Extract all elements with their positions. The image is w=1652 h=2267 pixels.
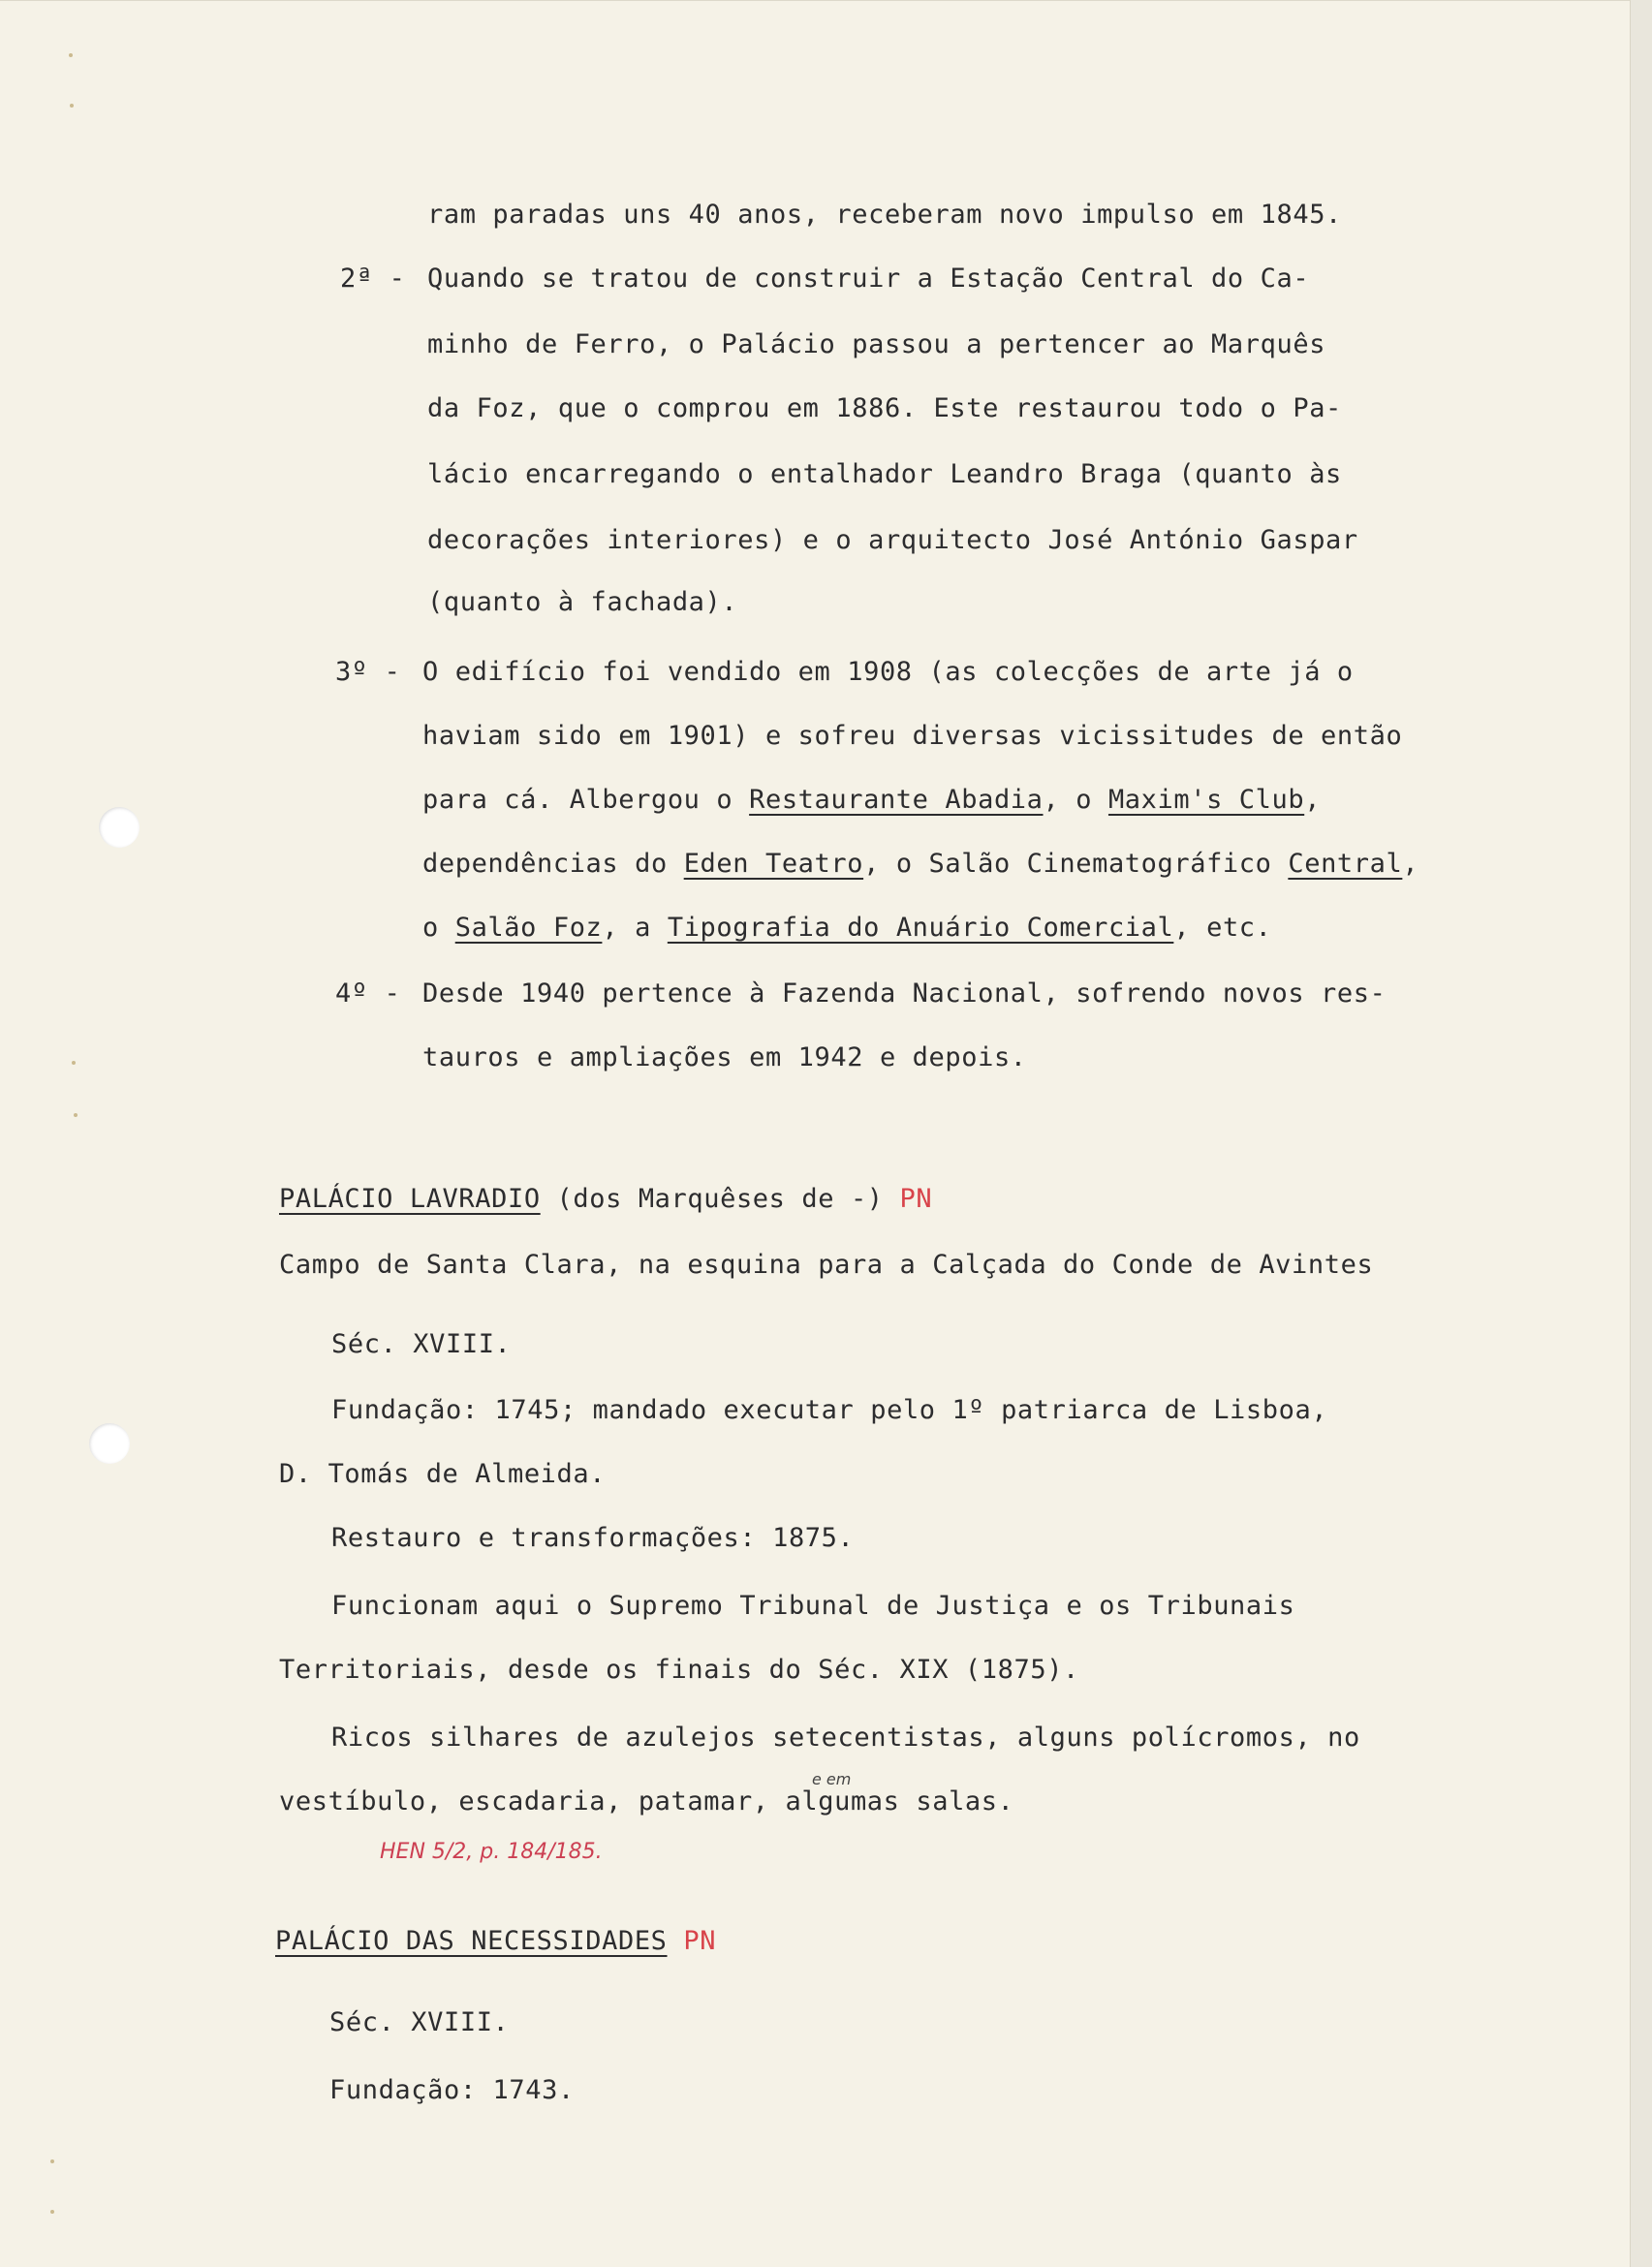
- heading-subtitle: (dos Marquêses de -): [540, 1184, 900, 1214]
- continuation-line: ram paradas uns 40 anos, receberam novo impulso em 1845.: [427, 200, 1342, 230]
- text: , o: [1043, 785, 1108, 815]
- item-3-line: [422, 848, 1418, 881]
- function-line: Funcionam aqui o Supremo Tribunal de Justiça e os Tribunais: [331, 1591, 1295, 1621]
- item-3-marker: 3º -: [335, 657, 401, 687]
- foundation-line: Fundação: 1743.: [329, 2075, 575, 2105]
- century-line: Séc. XVIII.: [331, 1329, 512, 1359]
- item-2-line: da Foz, que o comprou em 1886. Este restaurou todo o Pa-: [427, 393, 1342, 423]
- item-4-marker: 4º -: [335, 978, 401, 1009]
- item-2-line: (quanto à fachada).: [427, 587, 738, 617]
- item-3-line: [422, 912, 1272, 945]
- item-3-line: haviam sido em 1901) e sofreu diversas vicissitudes de então: [422, 721, 1403, 751]
- item-3-line: [422, 784, 1321, 817]
- underlined-name: Central: [1288, 849, 1403, 879]
- pn-tag: PN: [683, 1926, 717, 1956]
- item-2-marker: 2ª -: [340, 264, 406, 294]
- punch-hole-top: [99, 807, 140, 848]
- underlined-name: Salão Foz: [454, 913, 603, 943]
- century-line: Séc. XVIII.: [329, 2007, 510, 2037]
- text: ,: [1304, 785, 1322, 815]
- text: , etc.: [1173, 913, 1272, 943]
- paper-speck: [50, 2210, 54, 2214]
- item-4-line: tauros e ampliações em 1942 e depois.: [422, 1042, 1027, 1072]
- foundation-line: D. Tomás de Almeida.: [279, 1459, 607, 1489]
- text: , a: [602, 913, 668, 943]
- underlined-name: Restaurante Abadia: [749, 785, 1044, 815]
- tiles-line: vestíbulo, escadaria, patamar, algumas salas.: [279, 1786, 1014, 1817]
- item-2-line: minho de Ferro, o Palácio passou a pertencer ao Marquês: [427, 329, 1326, 359]
- address-line: Campo de Santa Clara, na esquina para a Calçada do Conde de Avintes: [279, 1250, 1374, 1280]
- heading-spacer: [668, 1926, 684, 1956]
- paper-speck: [72, 1061, 76, 1065]
- paper-speck: [69, 53, 73, 57]
- punch-hole-bottom: [89, 1423, 130, 1464]
- paper-speck: [70, 104, 74, 108]
- heading-title: PALÁCIO LAVRADIO: [279, 1184, 541, 1214]
- paper-speck: [50, 2159, 54, 2163]
- handwritten-reference: HEN 5/2, p. 184/185.: [380, 1840, 603, 1864]
- function-line: Territoriais, desde os finais do Séc. XIX (1875).: [279, 1655, 1079, 1685]
- heading-title: PALÁCIO DAS NECESSIDADES: [275, 1926, 668, 1956]
- handwritten-insertion: e em: [812, 1770, 852, 1788]
- text: , o Salão Cinematográfico: [863, 849, 1289, 879]
- text: o: [422, 913, 455, 943]
- item-2-line: decorações interiores) e o arquitecto José António Gaspar: [427, 525, 1358, 555]
- section-heading-necessidades: [275, 1925, 716, 1958]
- item-4-line: Desde 1940 pertence à Fazenda Nacional, sofrendo novos res-: [422, 978, 1387, 1009]
- item-2-line: Quando se tratou de construir a Estação Central do Ca-: [427, 264, 1310, 294]
- text: ,: [1402, 849, 1419, 879]
- restoration-line: Restauro e transformações: 1875.: [331, 1523, 855, 1553]
- text: dependências do: [422, 849, 684, 879]
- paper-speck: [74, 1113, 78, 1117]
- section-heading-lavradio: [279, 1183, 932, 1216]
- item-3-line: O edifício foi vendido em 1908 (as colecções de arte já o: [422, 657, 1354, 687]
- underlined-name: Maxim's Club: [1107, 785, 1305, 815]
- text: para cá. Albergou o: [422, 785, 750, 815]
- underlined-name: Tipografia do Anuário Comercial: [667, 913, 1174, 943]
- item-2-line: lácio encarregando o entalhador Leandro Braga (quanto às: [427, 459, 1342, 489]
- underlined-name: Eden Teatro: [683, 849, 864, 879]
- foundation-line: Fundação: 1745; mandado executar pelo 1º patriarca de Lisboa,: [331, 1395, 1328, 1425]
- tiles-line: Ricos silhares de azulejos setecentistas, alguns polícromos, no: [331, 1723, 1360, 1753]
- pn-tag: PN: [899, 1184, 933, 1214]
